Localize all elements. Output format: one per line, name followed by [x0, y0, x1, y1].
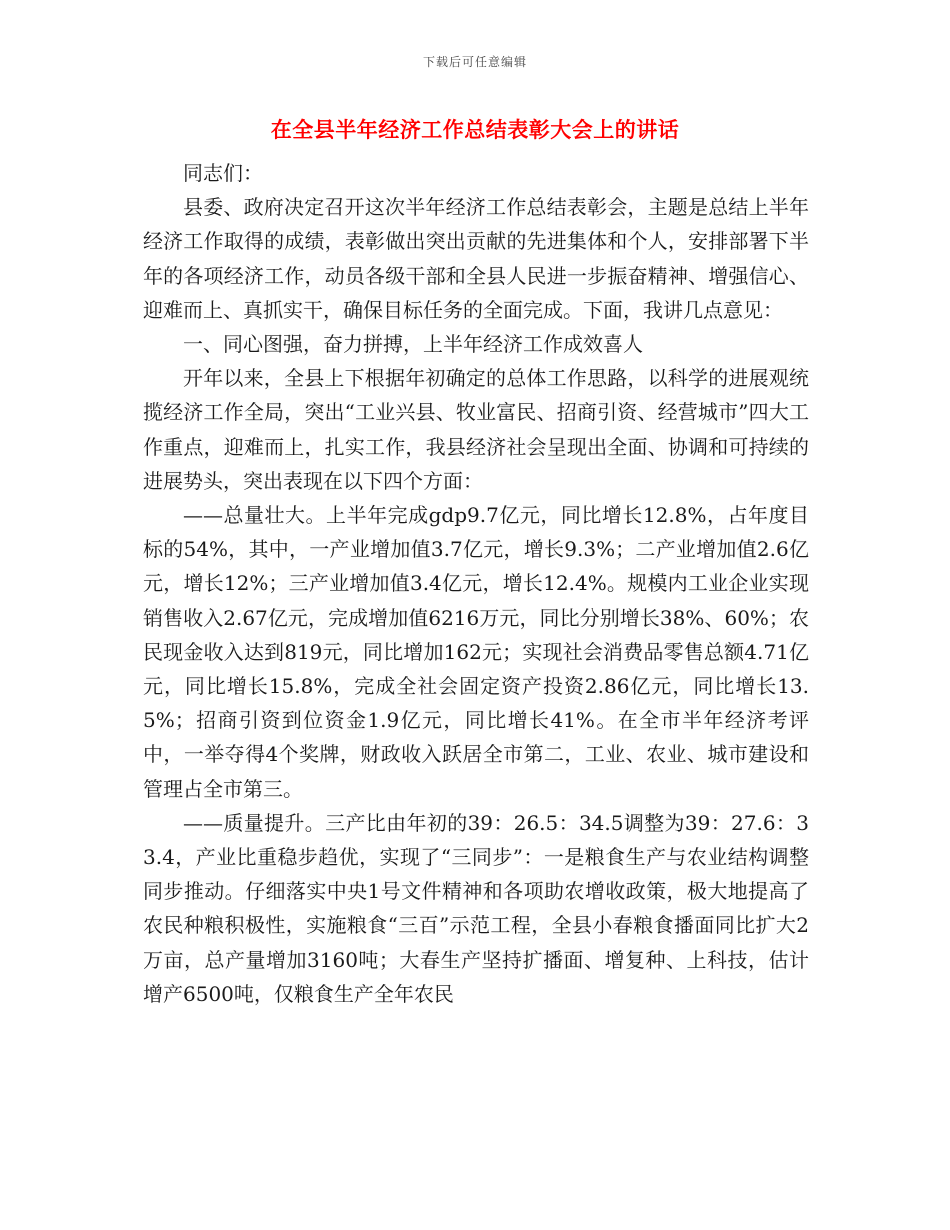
section-heading-1: 一、同心图强，奋力拼搏，上半年经济工作成效喜人: [183, 332, 643, 357]
document-title: 在全县半年经济工作总结表彰大会上的讲话: [270, 117, 680, 142]
intro-paragraph: 县委、政府决定召开这次半年经济工作总结表彰会，主题是总结上半年经济工作取得的成绩，表彰做出突出贡献的先进集体和个人，安排部署下半年的各项经济工作，动员各级干部和全县人民进一步振奋精神、增强信心、迎难而上、真抓实干，确保目标任务的全面完成。下面，我讲几点意见：: [143, 195, 809, 322]
body-paragraph: ——总量壮大。上半年完成gdp9.7亿元，同比增长12.8%，占年度目标的54%，其中，一产业增加值3.7亿元，增长9.3%；二产业增加值2.6亿元，增长12%；三产业增加值3.4亿元，增长12.4%。规模内工业企业实现销售收入2.67亿元，完成增加值6216万元，同比分别增长38%、60%；农民现金收入达到819元，同比增加162元；实现社会消费品零售总额4.71亿元，同比增长15.8%，完成全社会固定资产投资2.86亿元，同比增长13.5%；招商引资到位资金1.9亿元，同比增长41%。在全市半年经济考评中，一举夺得4个奖牌，财政收入跃居全市第二，工业、农业、城市建设和管理占全市第三。: [143, 503, 809, 801]
salutation: 同志们：: [183, 161, 263, 185]
header-note: 下载后可任意编辑: [422, 55, 527, 69]
body-paragraph: ——质量提升。三产比由年初的39：26.5：34.5调整为39：27.6：33.4，产业比重稳步趋优，实现了“三同步”：一是粮食生产与农业结构调整同步推动。仔细落实中央1号文件精神和各项助农增收政策，极大地提高了农民种粮积极性，实施粮食“三百”示范工程，全县小春粮食播面同比扩大2万亩，总产量增加3160吨；大春生产坚持扩播面、增复种、上科技，估计增产6500吨，仅粮食生产全年农民: [143, 810, 809, 1006]
body-paragraph: 开年以来，全县上下根据年初确定的总体工作思路，以科学的进展观统揽经济工作全局，突出“工业兴县、牧业富民、招商引资、经营城市”四大工作重点，迎难而上，扎实工作，我县经济社会呈现出全面、协调和可持续的进展势头，突出表现在以下四个方面：: [143, 366, 809, 493]
document-body: [143, 156, 809, 1011]
